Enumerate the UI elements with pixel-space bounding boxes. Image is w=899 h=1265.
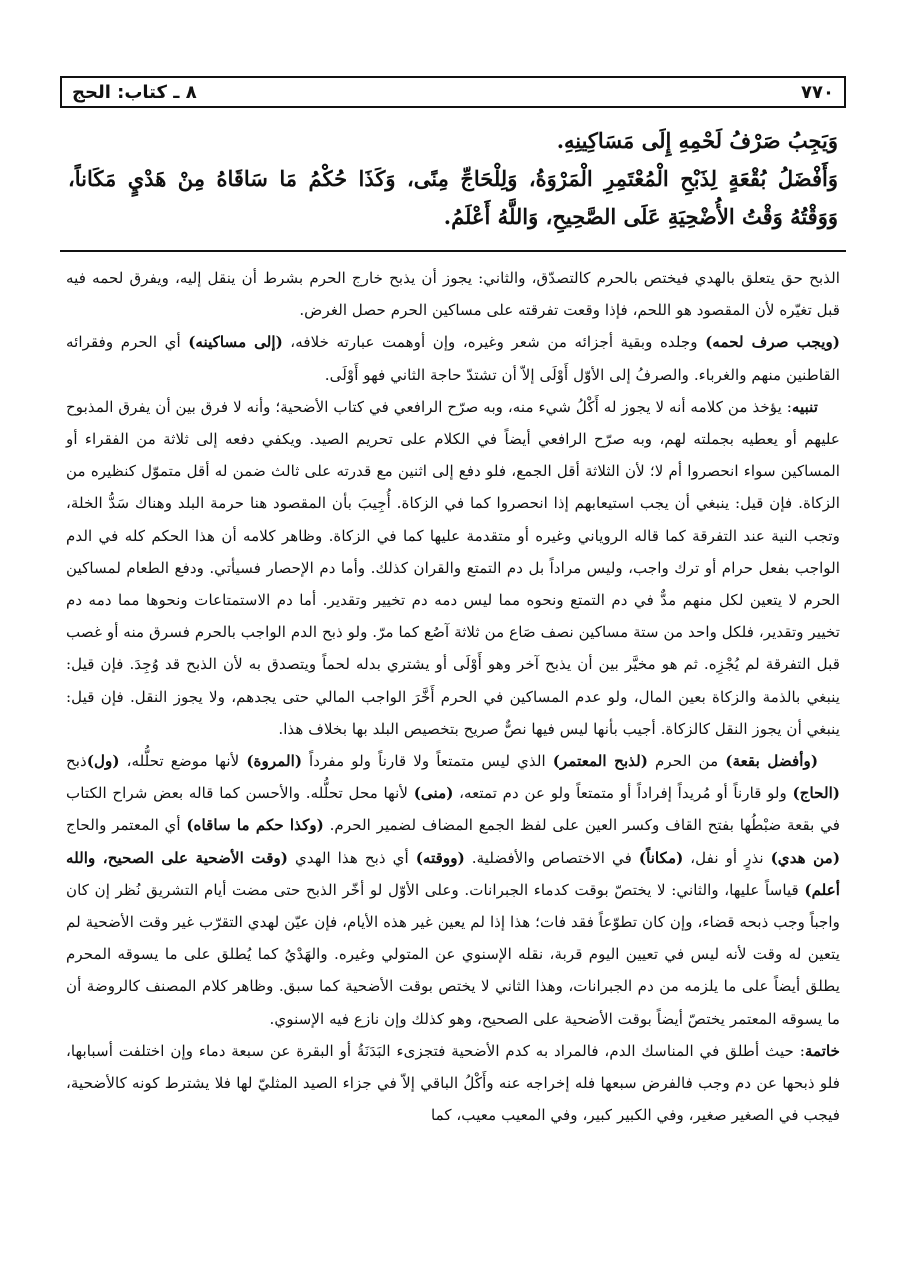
- explanation: أي ذبح هذا الهدي: [288, 848, 416, 867]
- explanation: أي المعتمر والحاج: [66, 816, 187, 835]
- explanation: وجلده وبقية أجزائه من شعر وغيره، وإن أوهمت عبارته خلافه،: [282, 333, 706, 352]
- conclusion-label: خاتمة: [804, 1041, 840, 1060]
- explanation: نذرٍ أو نفل،: [683, 848, 771, 867]
- quoted-text: (المروة): [246, 752, 303, 771]
- page-number: ٧٧٠: [801, 81, 834, 103]
- quoted-text: (من هدي): [770, 848, 841, 867]
- quoted-text: (إلى مساكينه): [188, 333, 283, 352]
- explanation: الذي ليس متمتعاً ولا قارناً ولو مفرداً: [302, 752, 553, 771]
- explanation: لأنها محل تحلُّله. والأحسن كما قاله بعض شراح الكتاب في بقعة ضبْطُها بفتح القاف وكسر العين على لفظ الجمع المضاف لضمير الحرم.: [66, 784, 841, 835]
- main-text: [60, 122, 846, 236]
- quoted-text: (وأفضل بقعة): [725, 752, 819, 771]
- explanation: لأنها موضع تحلُّله،: [119, 752, 247, 771]
- matn-line-1: وَيَجِبُ صَرْفُ لَحْمِهِ إِلَى مَسَاكِينِهِ.: [556, 128, 838, 153]
- quoted-text: (مكاناً): [638, 848, 684, 867]
- commentary-paragraph-3: [66, 391, 840, 745]
- quoted-text: (ول): [86, 752, 120, 771]
- chapter-title: ٨ ـ كتاب: الحج: [72, 81, 197, 103]
- matn-line-2: وَأَفْضَلُ بُقْعَةٍ لِذَبْحِ الْمُعْتَمِرِ الْمَرْوَةُ، وَلِلْحَاجِّ مِنًى، وَكَذَا حُكْمُ مَا سَاقَاهُ مِنْ هَدْيٍ مَكَاناً، وَوَقْتُهُ وَقْتُ الأُضْحِيَةِ عَلَى الصَّحِيحِ، وَاللَّهُ أَعْلَمُ.: [68, 166, 838, 229]
- quoted-text: (منى): [413, 784, 454, 803]
- quoted-text: (الحاج): [792, 784, 840, 803]
- commentary-paragraph-1: الذبح حق يتعلق بالهدي فيختص بالحرم كالتصدّق، والثاني: يجوز أن يذبح خارج الحرم بشرط أن ينقل إليه، ويفرق لحمه فيه قبل تغيّره لأن المقصود هو اللحم، فإذا وقعت تفرقته على مساكين الحرم حصل الغرض.: [66, 269, 840, 320]
- explanation: أي الحرم وفقرائه القاطنين منهم والغرباء. والصرفُ إلى الأوّل أَوْلَى إلاّ أن تشتدّ حاجة الثاني فهو أَوْلَى.: [66, 333, 840, 384]
- explanation: في الاختصاص والأفضلية.: [464, 848, 639, 867]
- page-header: [60, 76, 846, 108]
- commentary-paragraph-5: [66, 1035, 840, 1132]
- note-label: تنبيه: [791, 397, 818, 416]
- quoted-text: (ويجب صرف لحمه): [705, 333, 840, 352]
- quoted-text: (وكذا حكم ما ساقاه): [186, 816, 324, 835]
- quoted-text: (وقت الأضحية على الصحيح، والله أعلم): [66, 848, 840, 899]
- quoted-text: (لذبح المعتمر): [552, 752, 648, 771]
- divider: [60, 250, 846, 252]
- explanation: : يؤخذ من كلامه أنه لا يجوز له أَكْلُ شيء منه، وبه صرّح الرافعي في كتاب الأضحية؛ وأنه لا فرق بين أن يفرق المذبوح عليهم أو يعطيه بجملته لهم، وبه صرّح الرافعي أيضاً في الكلام على تحريم الصيد. ويكفي دفعه إلى ثلاثة من الفقراء أو المساكين سواء انحصروا أم لا؛ لأن الثلاثة أقل الجمع، فلو دفع إلى اثنين مع قدرته على ثالث ضمن له أقل متموّل كنظيره من الزكاة. فإن قيل: ينبغي أن يجب استيعابهم إذا انحصروا كما في الزكاة. أُجِيبَ بأن المقصود هنا حرمة البلد وهناك سَدُّ الخلة، وتجب النية عند التفرقة كما قاله الروياني وغيره أو متقدمة عليها كما في الزكاة. وظاهر كلامه أن هذا الحكم كله في الدم الواجب بفعل حرام أو ترك واجب، وليس مراداً بل دم التمتع والقران كذلك. وأما دم الإحصار فسيأتي. ودفع الطعام لمساكين الحرم لا يتعين لكل منهم مدٌّ في دم التمتع ونحوه مما ليس دمه دم تخيير وتقدير. أما دم الاستمتاعات ونحوها مما دمه دم تخيير وتقدير، فلكل واحد من ستة مساكين نصف صَاع من ثلاثة آصُع كما مرّ. ولو ذبح الدم الواجب بالحرم فسرق منه أو غصب قبل التفرقة لم يُجْزِه. ثم هو مخيَّر بين أن يذبح آخر وهو أَوْلَى أو يشتري بدله لحماً ويتصدق به لأن الذبح قد وُجِدَ. فإن قيل: ينبغي بالذمة والزكاة بعين المال، ولو عدم المساكين في الحرم أَخَّرَ الواجب المالي حتى يجدهم، ولا يجوز النقل. فإن قيل: ينبغي أن يجوز النقل كالزكاة. أجيب بأنها ليس فيها نصٌّ صريح بتخصيص البلد بها بخلاف هذا.: [66, 397, 840, 738]
- explanation: من الحرم: [647, 752, 726, 771]
- commentary-paragraph-4: [66, 745, 840, 1035]
- quoted-text: (ووقته): [415, 848, 465, 867]
- explanation: ولو قارناً أو مُريداً إفراداً أو متمتعاً ولو عن دم تمتعه،: [453, 784, 793, 803]
- explanation: : حيث أطلق في المناسك الدم، فالمراد به كدم الأضحية فتجزىء البَدَنَةُ أو البقرة عن سبعة دماء وإن اختلفت أسبابها، فلو ذبحها عن دم وجب فالفرض سبعها فله إخراجه عنه وأَكْلُ الباقي إلاّ في جزاء الصيد المثليّ لها فلا يشترط كونه كالأضحية، فيجب في الصغير صغير، وفي الكبير كبير، وفي المعيب معيب، كما: [66, 1041, 840, 1125]
- explanation: قياساً عليها، والثاني: لا يختصّ بوقت كدماء الجبرانات. وعلى الأوّل لو أخّر الذبح حتى مضت أيام التشريق نُظر إن كان واجباً وجب ذبحه قضاء، وإن كان تطوّعاً فقد فات؛ هذا إذا لم يعين غير هذه الأيام، فإن عيّن لهدي التقرّب غير وقت الأضحية لم يتعين له وقت لأنه ليس في تعيين اليوم قربة، نقله الإسنوي عن المتولي وغيره. والهَدْيُ كما يُطلق على ما يسوقه المحرم يطلق أيضاً على ما يلزمه من دم الجبرانات، وهذا الثاني لا يختص بوقت الأضحية كما سبق. وظاهر كلام المصنف كالروضة أن ما يسوقه المعتمر يختصّ أيضاً بوقت الأضحية على الصحيح، وهو كذلك وإن نازع فيه الإسنوي.: [66, 880, 840, 1028]
- explanation: ذبح: [66, 752, 87, 771]
- page: [60, 76, 846, 1131]
- commentary-paragraph-2: [66, 326, 840, 390]
- commentary: [60, 262, 846, 1131]
